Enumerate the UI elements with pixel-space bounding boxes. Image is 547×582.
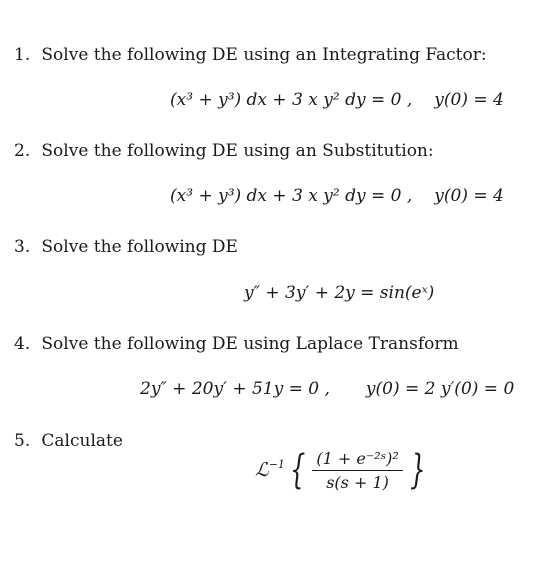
problem-4-equation <box>140 379 514 399</box>
problem-3-number: 3. <box>14 237 31 257</box>
left-brace: { <box>289 447 306 493</box>
problem-4-text: Solve the following DE using Laplace Transform <box>41 334 459 354</box>
problem-3-equation <box>244 283 434 303</box>
problem-2-equation-lhs: (x³ + y³) dx + 3 x y² dy = 0 , <box>170 186 413 206</box>
problem-1-text: Solve the following DE using an Integrating Factor: <box>41 45 487 65</box>
laplace-operator: ℒ$^{-1}$ <box>255 458 285 481</box>
problem-5-text: Calculate <box>41 431 123 451</box>
problem-2-number: 2. <box>14 141 31 161</box>
problem-5-expression <box>255 443 430 497</box>
problem-2-initial-condition: y(0) = 4 <box>434 186 504 206</box>
right-brace: } <box>409 447 426 493</box>
problem-2-text: Solve the following DE using an Substitution: <box>41 141 434 161</box>
problem-1-equation-lhs: (x³ + y³) dx + 3 x y² dy = 0 , <box>170 90 413 110</box>
problem-3-text: Solve the following DE <box>41 237 238 257</box>
laplace-fraction <box>312 449 402 492</box>
problem-1-prompt <box>14 45 487 65</box>
problem-2-equation <box>170 186 504 206</box>
problem-4-prompt <box>14 334 459 354</box>
fraction-denominator: s(s + 1) <box>326 472 389 492</box>
fraction-numerator: (1 + e⁻²ˢ)² <box>312 449 402 471</box>
problem-4-equation-lhs: 2y″ + 20y′ + 51y = 0 , <box>140 379 330 399</box>
problem-5-number: 5. <box>14 431 31 451</box>
problem-5-prompt <box>14 431 123 451</box>
problem-3-prompt <box>14 237 238 257</box>
laplace-operator-exponent: −1 <box>268 458 285 471</box>
problem-3-equation-lhs: y″ + 3y′ + 2y = sin(eˣ) <box>244 283 435 303</box>
problem-4-number: 4. <box>14 334 31 354</box>
problem-1-initial-condition: y(0) = 4 <box>434 90 504 110</box>
problem-4-initial-conditions: y(0) = 2 y′(0) = 0 <box>365 379 515 399</box>
problem-1-equation <box>170 90 504 110</box>
problem-1-number: 1. <box>14 45 31 65</box>
problem-2-prompt <box>14 141 434 161</box>
